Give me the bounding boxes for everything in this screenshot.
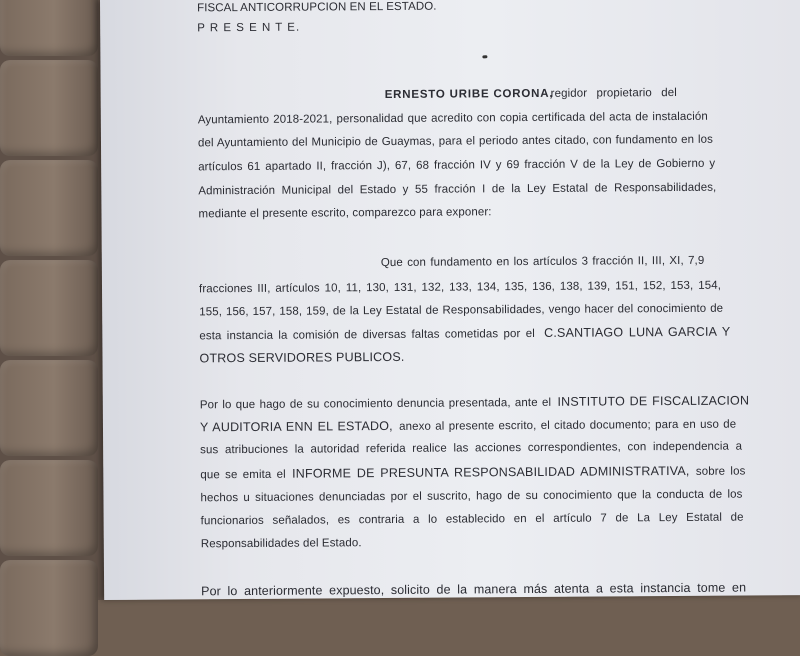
document-page [100, 0, 800, 600]
intro-line-6: mediante el presente escrito, comparezco para exponer: [198, 206, 492, 221]
wall-tile [0, 260, 98, 356]
p1-line-1: Que con fundamento en los artículos 3 fracción II, III, XI, 7,9 [380, 254, 705, 270]
wall-tile [0, 560, 98, 656]
p1-line-3: 155, 156, 157, 158, 159, de la Ley Estatal de Responsabilidades, vengo hacer del conocimiento de [199, 302, 724, 319]
tiled-wall [0, 0, 110, 600]
wall-tile [0, 160, 98, 256]
p2-line-4-text-b: sobre los [695, 465, 746, 478]
report-title: INFORME DE PRESUNTA RESPONSABILIDAD ADMINISTRATIVA, [292, 463, 690, 481]
p2-line-5: hechos u situaciones denunciadas por el suscrito, hago de su conocimiento que la conducta de los [200, 488, 743, 505]
presente-line: P R E S E N T E. [197, 21, 301, 35]
p2-line-4-text-a: que se emita el [200, 468, 286, 482]
wall-tile [0, 60, 98, 156]
p1-line-4-text: esta instancia la comisión de diversas faltas cometidas por el [199, 327, 535, 343]
p2-line-7: Responsabilidades del Estado. [200, 537, 362, 551]
signer-name: ERNESTO URIBE CORONA, [384, 87, 554, 102]
ink-mark [482, 55, 487, 58]
wall-tile [0, 0, 98, 56]
wall-tile [0, 460, 98, 556]
p2-line-6: funcionarios señalados, es contraria a lo establecido en el artículo 7 de La Ley Estatal de [200, 511, 744, 528]
intro-line-1: regidor propietario del [550, 86, 677, 100]
institute-name-1: INSTITUTO DE FISCALIZACION [557, 393, 750, 409]
p1-line-5: OTROS SERVIDORES PUBLICOS. [199, 349, 405, 366]
wall-tile [0, 360, 98, 456]
p2-line-1 [200, 393, 749, 413]
intro-line-2: Ayuntamiento 2018-2021, personalidad que acredito con copia certificada del acta de instalación [197, 110, 708, 127]
intro-line-4: artículos 61 apartado II, fracción J), 67, 68 fracción IV y 69 fracción V de la Ley de Gobierno y [198, 157, 716, 174]
p1-line-4 [199, 325, 730, 345]
p3-line-1: Por lo anteriormente expuesto, solicito de la manera más atenta a esta instancia tome en [201, 580, 747, 599]
p2-line-2-text: anexo al presente escrito, el citado documento; para en uso de [399, 418, 737, 433]
p2-line-2 [200, 417, 736, 437]
p2-line-1-text: Por lo que hago de su conocimiento denuncia presentada, ante el [199, 396, 552, 412]
intro-line-3: del Ayuntamiento del Municipio de Guaymas, para el periodo antes citado, con fundamento en los [197, 133, 714, 150]
intro-line-5: Administración Municipal del Estado y 55 fracción I de la Ley Estatal de Responsabilidades, [198, 181, 717, 198]
p2-line-3: sus atribuciones la autoridad referida realice las acciones correspondientes, con independencia a [200, 440, 743, 457]
institute-name-2: Y AUDITORIA ENN EL ESTADO, [199, 418, 393, 435]
accused-name: C.SANTIAGO LUNA GARCIA Y [544, 324, 731, 340]
p1-line-2: fracciones III, artículos 10, 11, 130, 131, 132, 133, 134, 135, 136, 138, 139, 151, 152, 153, 154, [198, 279, 722, 296]
p2-line-4 [200, 464, 745, 484]
addressee-line: FISCAL ANTICORRUPCION EN EL ESTADO. [197, 0, 437, 15]
